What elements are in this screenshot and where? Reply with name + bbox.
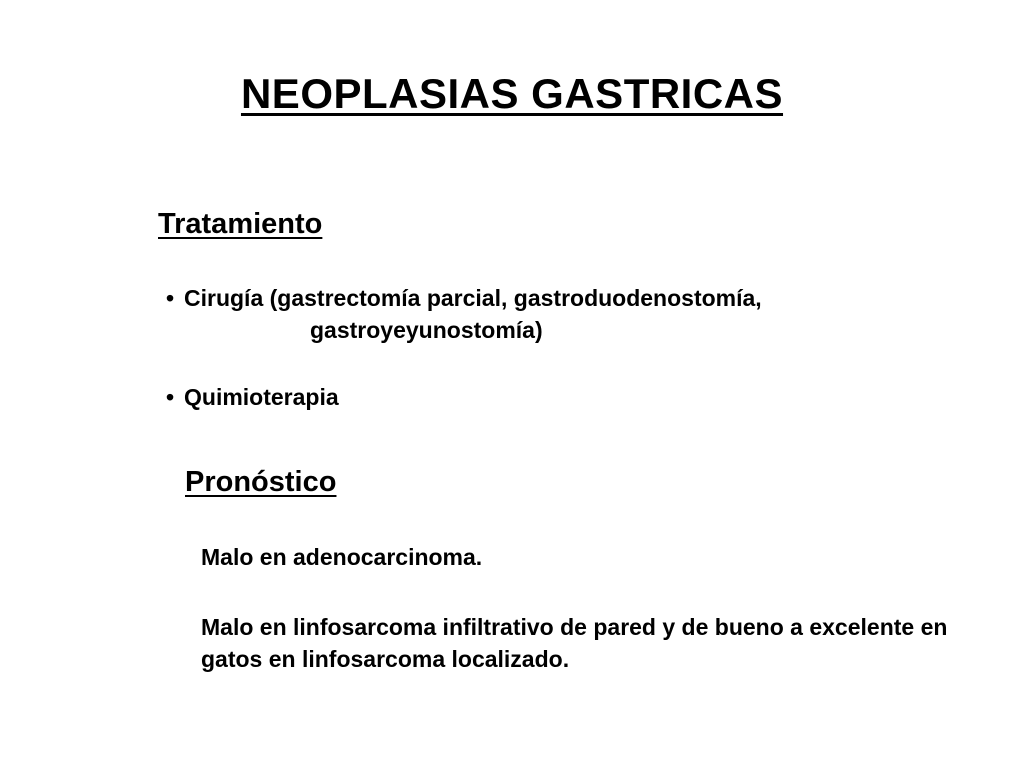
pronostico-paragraph-1: Malo en adenocarcinoma. [201, 544, 483, 570]
tratamiento-item-cirugia-line2: gastroyeyunostomía) [310, 317, 543, 343]
tratamiento-item-quimioterapia-label: Quimioterapia [184, 384, 339, 410]
bullet-icon: • [166, 285, 175, 311]
tratamiento-item-cirugia-line1: Cirugía (gastrectomía parcial, gastroduodenostomía, [184, 285, 762, 311]
pronostico-paragraph-2: Malo en linfosarcoma infiltrativo de pared y de bueno a excelente en gatos en linfosarcoma localizado. [201, 614, 948, 672]
bullet-icon: • [166, 384, 175, 410]
tratamiento-item-quimioterapia [166, 381, 339, 413]
tratamiento-heading: Tratamiento [158, 208, 323, 240]
pronostico-heading: Pronóstico [185, 466, 337, 498]
slide-title: NEOPLASIAS GASTRICAS [240, 70, 784, 117]
tratamiento-item-cirugia [166, 282, 762, 314]
